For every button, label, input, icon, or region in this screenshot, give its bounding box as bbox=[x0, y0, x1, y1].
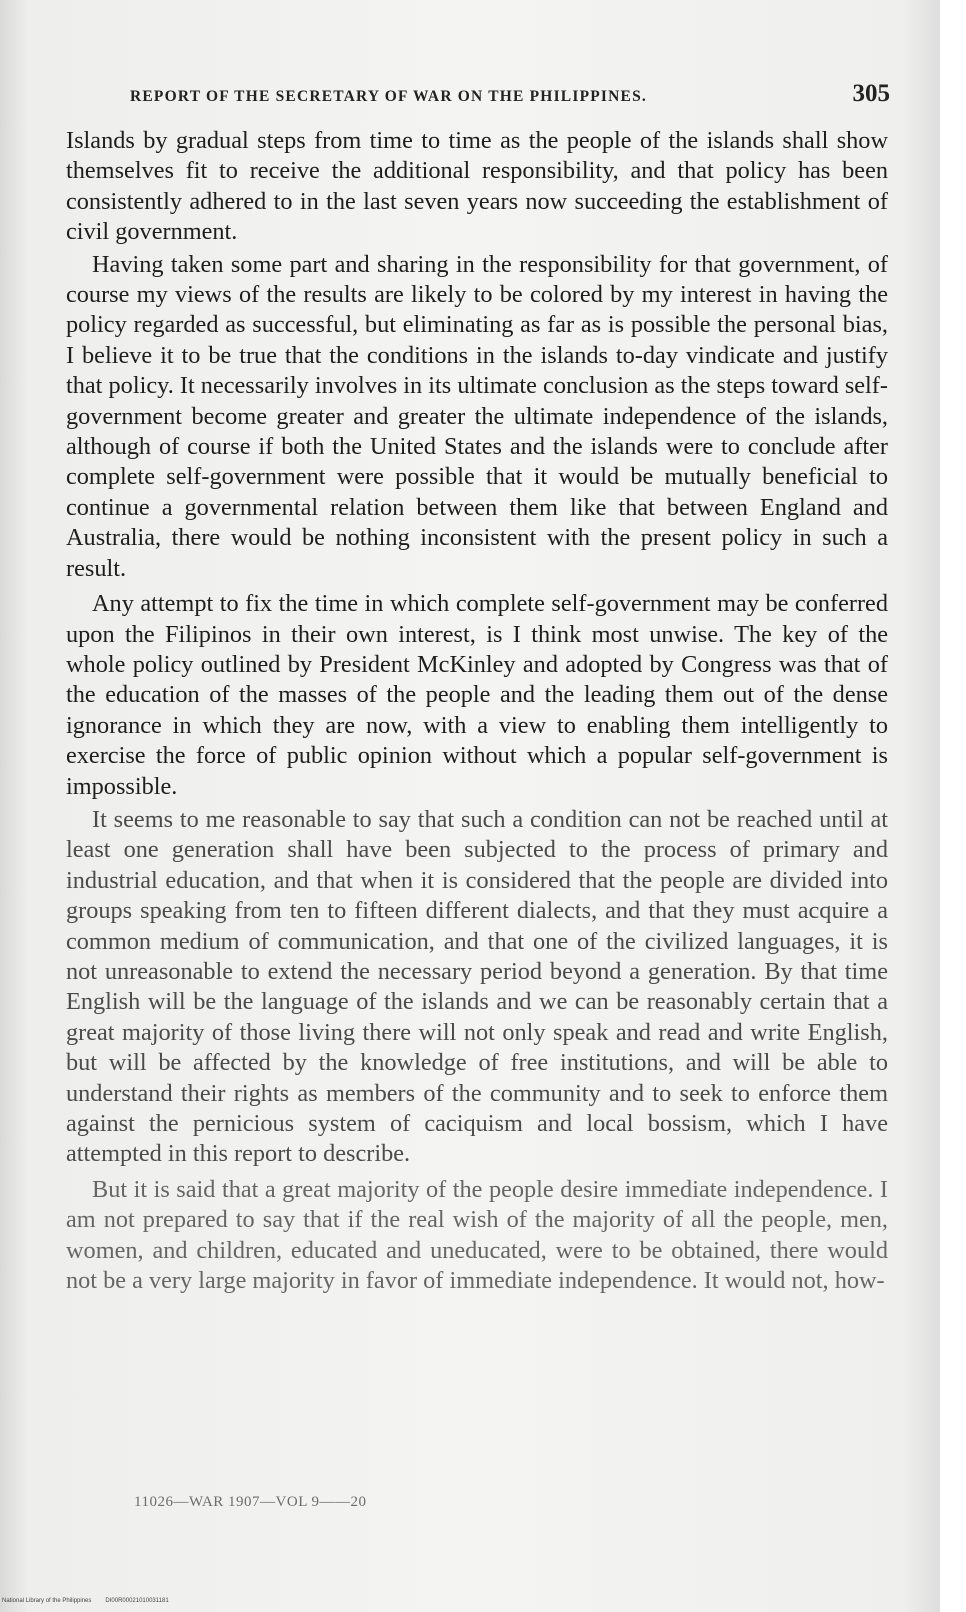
signature-mark: 11026—WAR 1907—VOL 9——20 bbox=[134, 1494, 367, 1510]
credit-library: National Library of the Philippines bbox=[2, 1598, 92, 1604]
paragraph-1: Islands by gradual steps from time to time as the people of the islands shall show themselves fit to receive the additional responsibility, and that policy has been consistently adhered to in the last seven years now succeeding the establishment of civil government. bbox=[66, 127, 888, 246]
running-header bbox=[130, 80, 890, 114]
paragraph-3: Any attempt to fix the time in which complete self-government may be conferred upon the Filipinos in their own interest, is I think most unwise. The key of the whole policy outlined by President McKinley and adopted by Congress was that of the education of the masses of the people and the leading them out of the dense ignorance in which they are now, with a view to enabling them intelligently to exercise the force of public opinion without which a popular self-government is impossible. bbox=[66, 590, 888, 800]
body-text bbox=[66, 126, 888, 1296]
scan-credit bbox=[2, 1598, 169, 1604]
paragraph-2: Having taken some part and sharing in the responsibility for that government, of course my views of the results are likely to be colored by my interest in having the policy regarded as successful, but eliminating as far as is possible the personal bias, I believe it to be true that the conditions in the islands to-day vindicate and justify that policy. It necessarily involves in its ultimate conclusion as the steps toward self-government become greater and greater the ultimate independence of the islands, although of course if both the United States and the islands were to conclude after complete self-government were possible that it would be mutually beneficial to continue a governmental relation between them like that between England and Australia, there would be nothing inconsistent with the present policy in such a result. bbox=[66, 250, 888, 582]
credit-code: DI00R00021010031181 bbox=[105, 1598, 169, 1604]
paragraph-4: It seems to me reasonable to say that such a condition can not be reached until at least one generation shall have been subjected to the process of primary and industrial education, and that when it is considered that the people are divided into groups speaking from ten to fifteen different dialects, and that they must acquire a common medium of communication, and that one of the civilized languages, it is not unreasonable to extend the necessary period beyond a generation. By that time English will be the language of the islands and we can be reasonably certain that a great majority of those living there will not only speak and read and write English, but will be affected by the knowledge of free institutions, and will be able to understand their rights as members of the community and to seek to enforce them against the pernicious system of caciquism and local bossism, which I have attempted in this report to describe. bbox=[66, 805, 888, 1168]
page-number: 305 bbox=[852, 80, 890, 107]
header-title: REPORT OF THE SECRETARY OF WAR ON THE PHILIPPINES. bbox=[130, 88, 647, 105]
page-margin bbox=[940, 0, 966, 1612]
paragraph-5: But it is said that a great majority of the people desire immediate independence. I am not prepared to say that if the real wish of the majority of all the people, men, women, and children, educated and uneducated, were to be obtained, there would not be a very large majority in favor of immediate independence. It would not, how- bbox=[66, 1175, 888, 1295]
